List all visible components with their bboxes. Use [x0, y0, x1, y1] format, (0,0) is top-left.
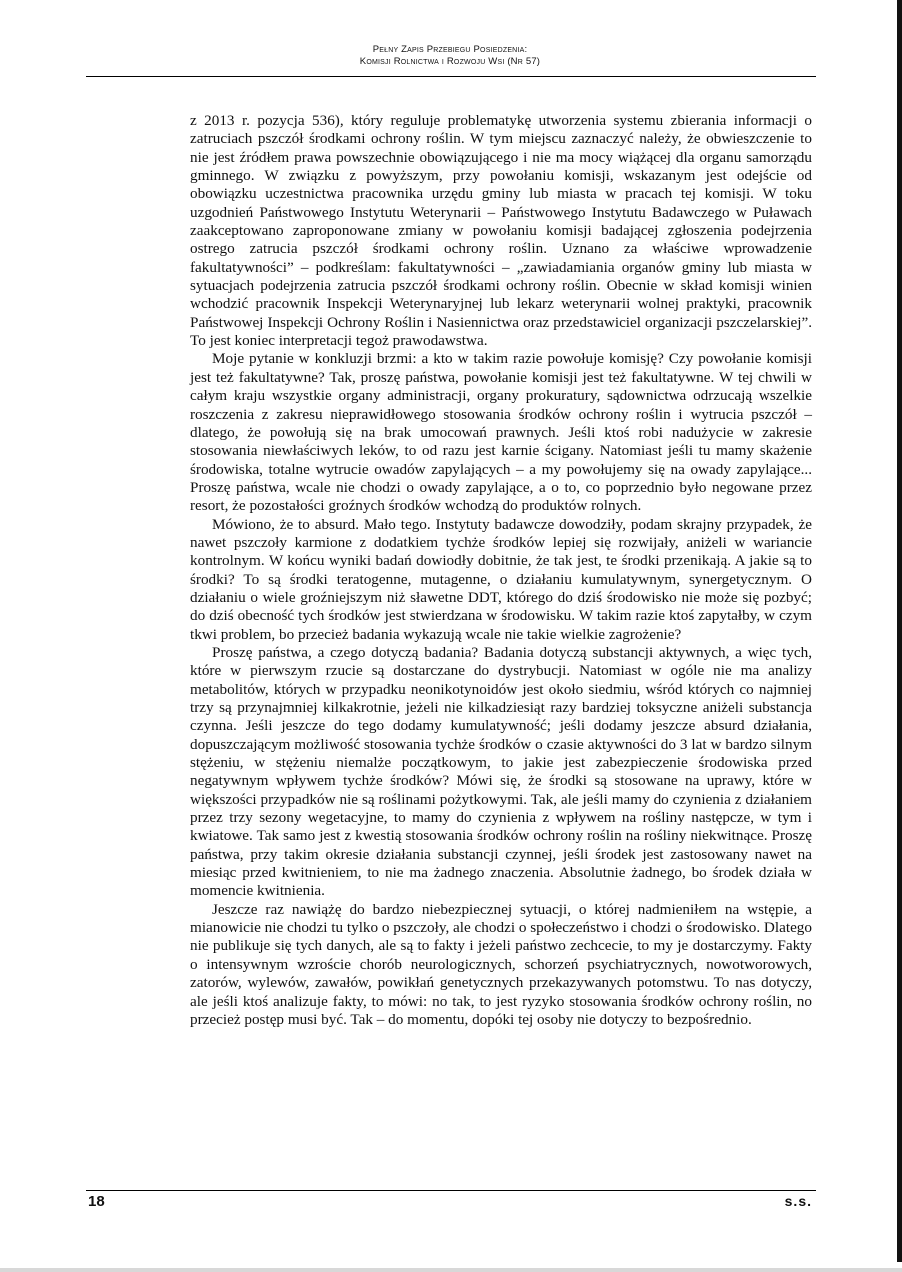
- paragraph: Proszę państwa, a czego dotyczą badania? Badania dotyczą substancji aktywnych, a więc tych, które w pierwszym rzucie są dostarczane do dystrybucji. Natomiast w ogóle nie ma analizy metabolitów, których w przypadku neonikotynoidów jest około siedmiu, wśród których co najmniej trzy są przynajmniej kilkakrotnie, jeżeli nie kilkadziesiąt razy bardziej toksyczne aniżeli substancja czynna. Jeśli jeszcze do tego dodamy kumulatywność; jeśli dodamy jeszcze absurd działania, dopuszczającym możliwość stosowania tychże środków o czasie aktywności do 3 lat w bardzo silnym stężeniu, w stężeniu niemalże początkowym, to jakie jest zabezpieczenie środowiska przed negatywnym wpływem tychże środków? Mówi się, że środki są stosowane na uprawy, które w większości przypadków nie są roślinami pożytkowymi. Tak, ale jeśli mamy do czynienia z działaniem przez trzy sezony wegetacyjne, to mamy do czynienia z wpływem na rośliny następcze, w tym i kwiatowe. Tak samo jest z kwestią stosowania środków ochrony roślin na rośliny niekwitnące. Proszę państwa, przy takim okresie działania substancji czynnej, jeśli środek jest zastosowany nawet na miesiąc przed kwitnieniem, to nie ma żadnego znaczenia. Absolutnie żadnego, bo środek działa w momencie kwitnienia.: [190, 643, 812, 900]
- footer-mark: s.s.: [784, 1193, 812, 1209]
- running-header: [190, 44, 710, 68]
- transcript-body: [190, 112, 812, 1029]
- paragraph: Moje pytanie w konkluzji brzmi: a kto w takim razie powołuje komisję? Czy powołanie komisji jest też fakultatywne? Tak, proszę państwa, powołanie komisji jest też fakultatywne. W tej chwili w całym kraju wszystkie organy administracji, organy prokuratury, sądownictwa odrzucają wszelkie roszczenia z zakresu nieprawidłowego stosowania środków ochrony roślin i wytrucia pszczół – dlatego, że powołują się na brak umocowań prawnych. Jeśli ktoś robi nadużycie w zakresie stosowania niewłaściwych leków, to od razu jest karnie ścigany. Natomiast jeśli tu mamy skażenie środowiska, totalne wytrucie owadów zapylających – a my powołujemy się na owady zapylające... Proszę państwa, wcale nie chodzi o owady zapylające, a o to, co poprzednio było negowane przez resort, że pozostałości groźnych środków wchodzą do produktów rolnych.: [190, 350, 812, 515]
- paragraph: Mówiono, że to absurd. Mało tego. Instytuty badawcze dowodziły, podam skrajny przypadek, że nawet pszczoły karmione z dodatkiem tychże środków lepiej się rozwijały, aniżeli w wariancie kontrolnym. W końcu wyniki badań dowiodły dobitnie, że tak jest, te środki przenikają. A jakie są to środki? To są środki teratogenne, mutagenne, o działaniu kumulatywnym, synergetycznym. O działaniu o wiele groźniejszym niż sławetne DDT, którego do dziś środowisko nie może się pozbyć; do dziś obecność tych środków jest stwierdzana w środowisku. W takim razie ktoś zapytałby, w czym tkwi problem, bo przecież badania wykazują wcale nie takie wielkie zagrożenie?: [190, 515, 812, 643]
- header-title-line: Pełny Zapis Przebiegu Posiedzenia:: [372, 44, 528, 55]
- paragraph: z 2013 r. pozycja 536), który reguluje problematykę utworzenia systemu zbierania informacji o zatruciach pszczół środkami ochrony roślin. W tym miejscu zaznaczyć należy, że obwieszczenie to nie jest źródłem prawa powszechnie obowiązującego i nie ma mocy wiążącej dla organu samorządu gminnego. W związku z powyższym, przy powołaniu komisji, wskazanym jest odejście od obowiązku uczestnictwa pracownika urzędu gminy lub miasta w pracach tej komisji. W toku uzgodnień Państwowego Instytutu Weterynarii – Państwowego Instytutu Badawczego w Puławach zaakceptowano zaproponowane zmiany w powołaniu komisji badającej zgłoszenia podejrzenia ostrego zatrucia pszczół środkami ochrony roślin. Uznano za właściwe wprowadzenie fakultatywności” – podkreślam: fakultatywności – „zawiadamiania organów gminy lub miasta w sytuacjach podejrzenia zatrucia pszczół środkami ochrony roślin. Obecnie w skład komisji winien wchodzić pracownik Inspekcji Weterynaryjnej lub lekarz weterynarii wolnej praktyki, pracownik Państwowej Inspekcji Ochrony Roślin i Nasiennictwa oraz przedstawiciel organizacji pszczelarskiej”. To jest koniec interpretacji tegoż prawodawstwa.: [190, 112, 812, 350]
- page-edge-shadow: [897, 0, 902, 1262]
- header-divider: [86, 76, 816, 77]
- page-number: 18: [88, 1193, 105, 1210]
- footer-divider: [86, 1190, 816, 1191]
- header-committee-line: Komisji Rolnictwa i Rozwoju Wsi (Nr 57): [359, 56, 541, 67]
- page-bottom-edge: [0, 1268, 902, 1272]
- paragraph: Jeszcze raz nawiążę do bardzo niebezpiecznej sytuacji, o której nadmieniłem na wstępie, a mianowicie nie chodzi tu tylko o pszczoły, ale chodzi o społeczeństwo i chodzi o środowisko. Dlatego nie publikuje się tych danych, ale są to fakty i jeżeli państwo zechcecie, to my je dostarczymy. Fakty o intensywnym wzroście chorób neurologicznych, schorzeń psychiatrycznych, nowotworowych, zatorów, wylewów, zawałów, powikłań genetycznych przekazywanych potomstwu. To nas dotyczy, ale jeśli ktoś analizuje fakty, to mówi: no tak, to jest ryzyko stosowania środków ochrony roślin, no przecież postęp musi być. Tak – do momentu, dopóki tej osoby nie dotyczy to bezpośrednio.: [190, 900, 812, 1028]
